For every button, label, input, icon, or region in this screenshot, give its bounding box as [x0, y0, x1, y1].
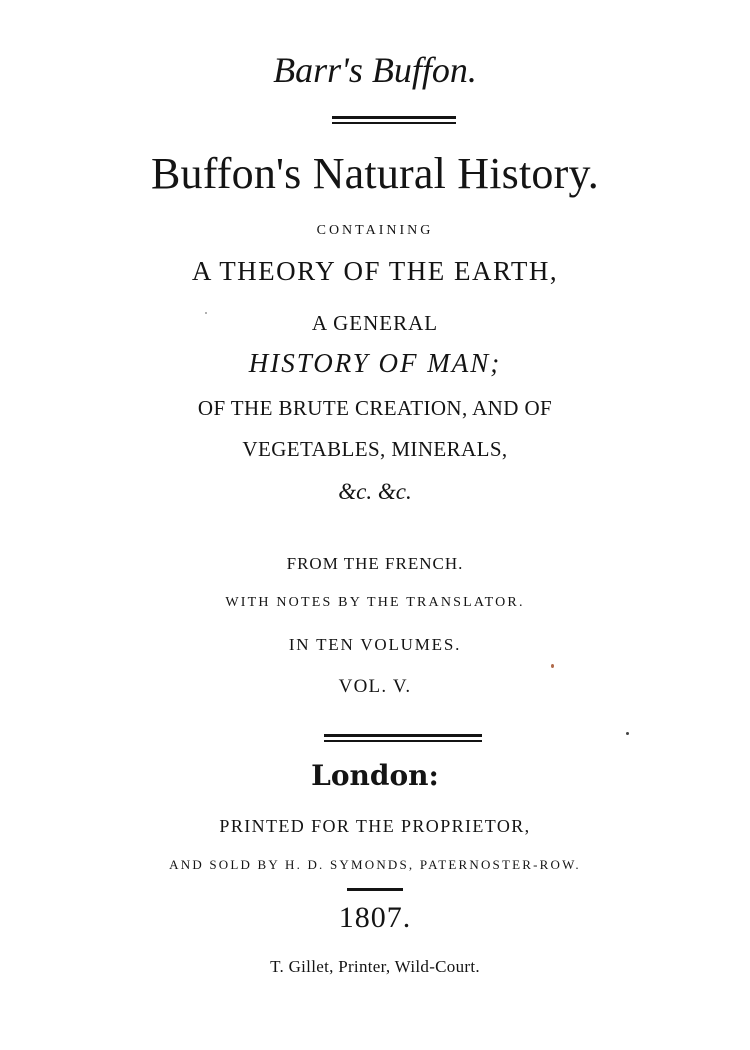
subtitle-brute-creation: OF THE BRUTE CREATION, AND OF — [197, 396, 553, 420]
book-title: Buffon's Natural History. — [151, 149, 599, 198]
short-rule — [347, 888, 403, 891]
paper-speck — [626, 732, 629, 735]
double-rule-top-second — [332, 122, 456, 124]
volume-number: VOL. V. — [338, 676, 412, 697]
double-rule-middle — [324, 734, 482, 737]
printer-credit: T. Gillet, Printer, Wild-Court. — [270, 957, 480, 976]
translation-note: FROM THE FRENCH. — [286, 554, 464, 573]
containing-label: CONTAINING — [316, 223, 434, 238]
double-rule-middle-second — [324, 740, 482, 742]
subtitle-history-of-man: HISTORY OF MAN; — [248, 348, 502, 378]
subtitle-theory: A THEORY OF THE EARTH, — [191, 256, 559, 286]
series-heading: Barr's Buffon. — [273, 50, 477, 90]
imprint-printed-for: PRINTED FOR THE PROPRIETOR, — [219, 816, 531, 836]
paper-speck — [551, 664, 554, 668]
imprint-city: London: — [311, 759, 439, 792]
double-rule-top — [332, 116, 456, 119]
subtitle-etc: &c. &c. — [338, 479, 412, 504]
imprint-year: 1807. — [338, 901, 412, 934]
imprint-sold-by: AND SOLD BY H. D. SYMONDS, PATERNOSTER-ROW. — [169, 857, 581, 872]
subtitle-vegetables: VEGETABLES, MINERALS, — [242, 437, 508, 461]
volume-count: IN TEN VOLUMES. — [288, 635, 462, 654]
subtitle-general: A GENERAL — [311, 311, 439, 335]
paper-speck — [205, 312, 207, 314]
translator-notes: WITH NOTES BY THE TRANSLATOR. — [225, 595, 525, 610]
